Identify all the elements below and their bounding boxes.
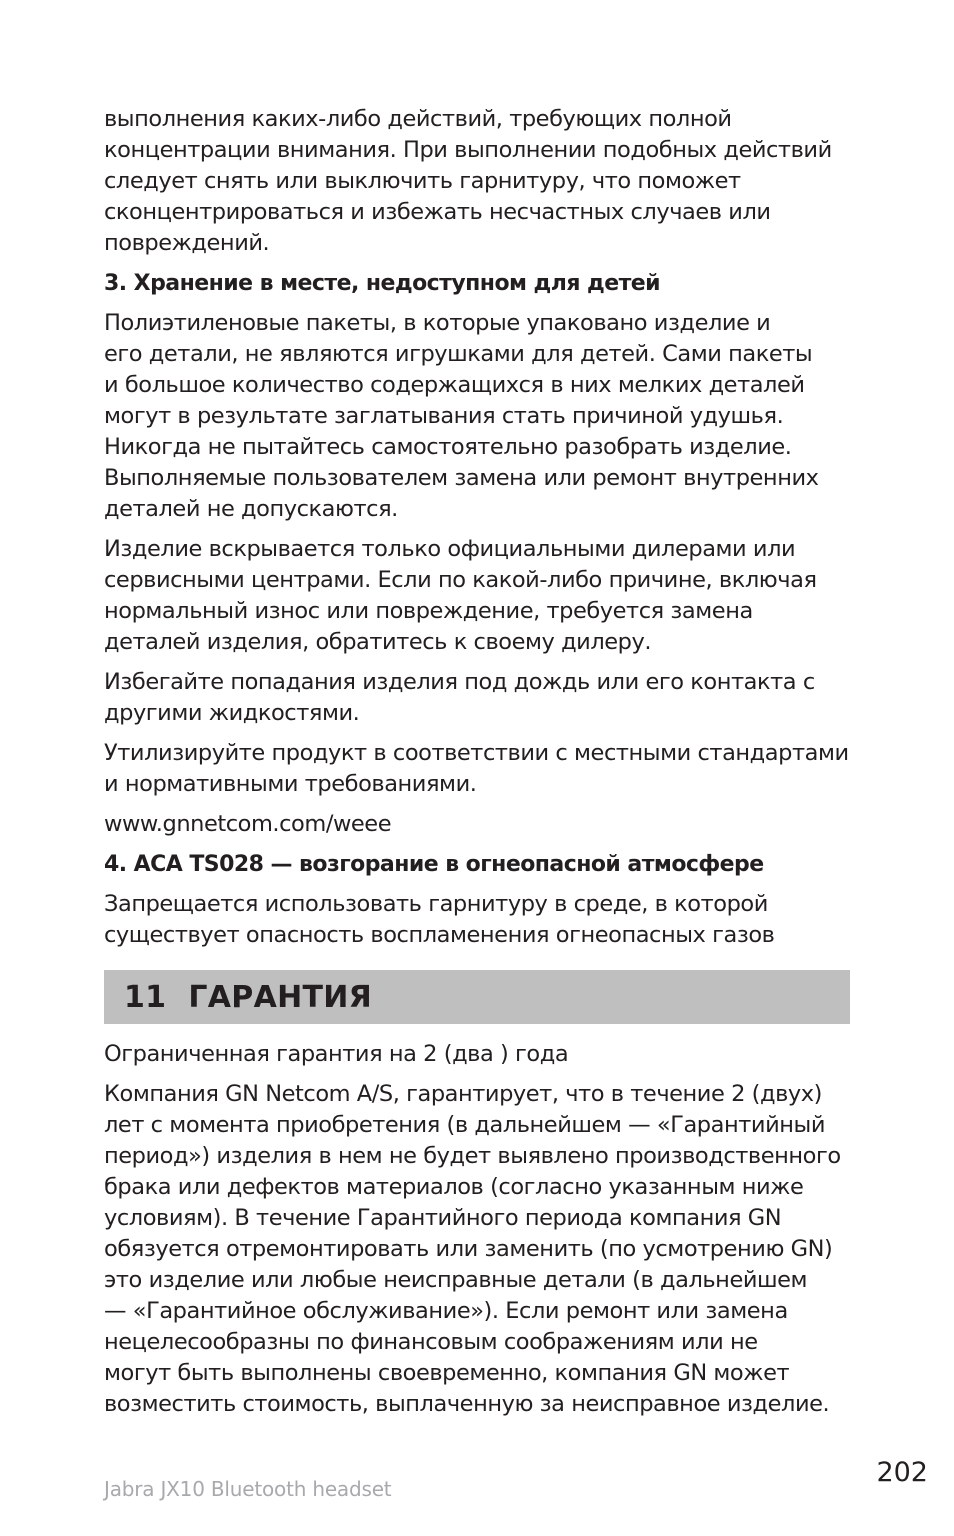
text-line: могут в результате заглатывания стать причиной удушья. (104, 403, 784, 429)
document-body (104, 104, 850, 1429)
text-line: нецелесообразны по финансовым соображениям или не (104, 1329, 758, 1355)
weee-link[interactable] (104, 809, 850, 840)
paragraph-plastic-bags (104, 308, 850, 525)
page-number: 202 (876, 1457, 928, 1488)
text-line: Полиэтиленовые пакеты, в которые упаковано изделие и (104, 310, 771, 336)
text-line: существует опасность воспламенения огнеопасных газов (104, 922, 775, 948)
text-line: сконцентрироваться и избежать несчастных случаев или (104, 199, 771, 225)
text-line: Компания GN Netcom A/S, гарантирует, что в течение 2 (двух) (104, 1081, 822, 1107)
text-line: и нормативными требованиями. (104, 771, 477, 797)
text-line: условиям). В течение Гарантийного периода компания GN (104, 1205, 782, 1231)
paragraph-liquids (104, 667, 850, 729)
section-header-warranty (104, 970, 850, 1024)
text-line: Никогда не пытайтесь самостоятельно разобрать изделие. (104, 434, 792, 460)
text-line: сервисными центрами. Если по какой-либо причине, включая (104, 567, 817, 593)
text-line: возместить стоимость, выплаченную за неисправное изделие. (104, 1391, 830, 1417)
text-line: Ограниченная гарантия на 2 (два ) года (104, 1041, 569, 1067)
text-line: другими жидкостями. (104, 700, 360, 726)
text-line: деталей не допускаются. (104, 496, 398, 522)
text-line: повреждений. (104, 230, 270, 256)
section-title: ГАРАНТИЯ (188, 979, 373, 1015)
text-line: могут быть выполнены своевременно, компания GN может (104, 1360, 790, 1386)
footer-product-label: Jabra JX10 Bluetooth headset (104, 1477, 392, 1501)
text-line: это изделие или любые неисправные детали (в дальнейшем (104, 1267, 808, 1293)
text-line: Выполняемые пользователем замена или ремонт внутренних (104, 465, 819, 491)
paragraph-service (104, 534, 850, 658)
heading-flammable-atmosphere: 4. ACA TS028 — возгорание в огнеопасной атмосфере (104, 852, 764, 877)
paragraph-concentration (104, 104, 850, 259)
paragraph-warranty-terms (104, 1079, 850, 1420)
text-line: концентрации внимания. При выполнении подобных действий (104, 137, 832, 163)
text-line: его детали, не являются игрушками для детей. Сами пакеты (104, 341, 813, 367)
text-line: — «Гарантийное обслуживание»). Если ремонт или замена (104, 1298, 788, 1324)
weee-url[interactable]: www.gnnetcom.com/weee (104, 811, 392, 837)
paragraph-limited-warranty (104, 1039, 850, 1070)
paragraph-disposal (104, 738, 850, 800)
text-line: Изделие вскрывается только официальными дилерами или (104, 536, 796, 562)
heading-child-safety: 3. Хранение в месте, недоступном для детей (104, 271, 661, 296)
text-line: брака или дефектов материалов (согласно указанным ниже (104, 1174, 804, 1200)
text-line: и большое количество содержащихся в них мелких деталей (104, 372, 805, 398)
text-line: выполнения каких-либо действий, требующих полной (104, 106, 732, 132)
text-line: нормальный износ или повреждение, требуется замена (104, 598, 753, 624)
text-line: следует снять или выключить гарнитуру, что поможет (104, 168, 741, 194)
section-number: 11 (124, 979, 167, 1015)
paragraph-flammable-gases (104, 889, 850, 951)
text-line: деталей изделия, обратитесь к своему дилеру. (104, 629, 652, 655)
text-line: Избегайте попадания изделия под дождь или его контакта с (104, 669, 815, 695)
text-line: Запрещается использовать гарнитуру в среде, в которой (104, 891, 768, 917)
text-line: Утилизируйте продукт в соответствии с местными стандартами (104, 740, 849, 766)
text-line: лет с момента приобретения (в дальнейшем — «Гарантийный (104, 1112, 825, 1138)
text-line: период») изделия в нем не будет выявлено производственного (104, 1143, 841, 1169)
text-line: обязуется отремонтировать или заменить (по усмотрению GN) (104, 1236, 833, 1262)
